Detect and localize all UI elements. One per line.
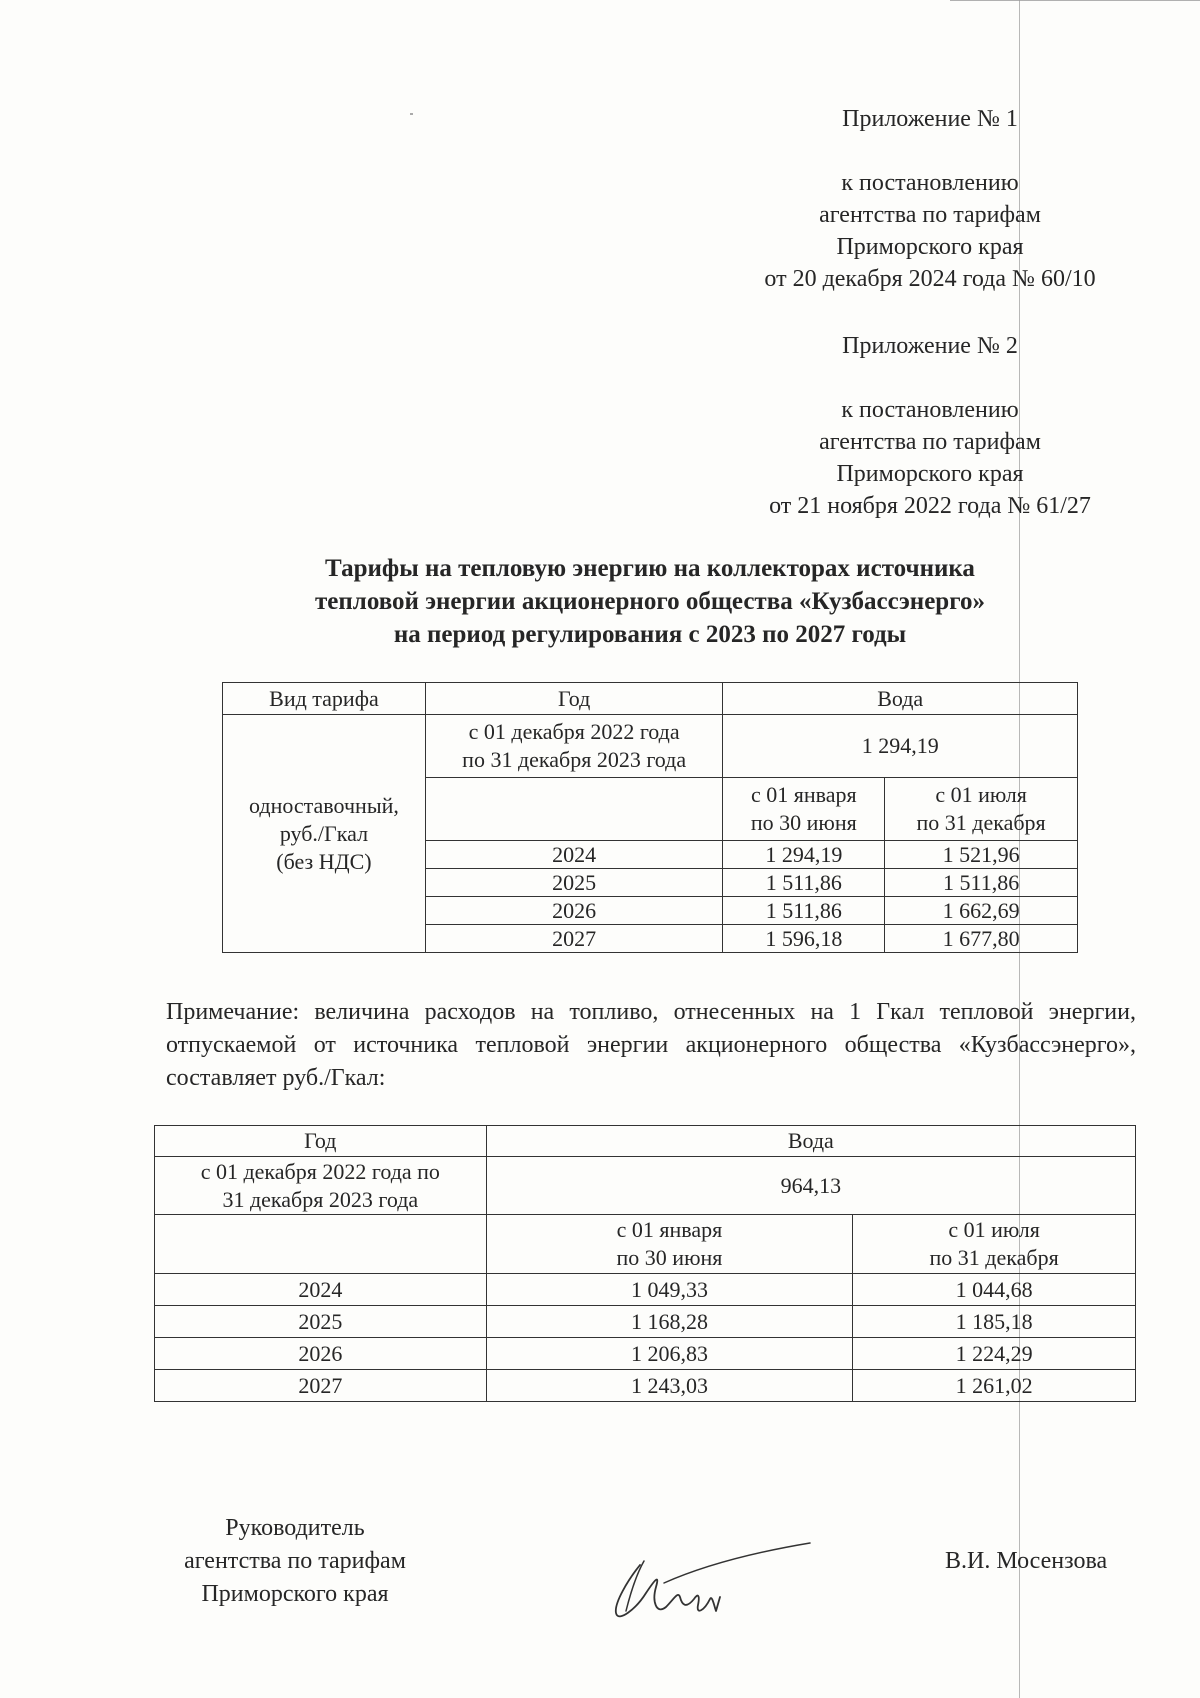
- title-line: на период регулирования с 2023 по 2027 годы: [393, 621, 907, 648]
- scan-artifact-top: [950, 0, 1200, 1]
- approval-line: агентства по тарифам: [819, 202, 1041, 228]
- value-cell: 1 294,19: [723, 841, 885, 869]
- header-cell: Год: [155, 1126, 487, 1157]
- period-cell: [155, 1157, 487, 1215]
- signer-role-line: агентства по тарифам: [184, 1548, 406, 1574]
- value-cell: 1 168,28: [486, 1306, 853, 1338]
- value-cell: 1 511,86: [723, 897, 885, 925]
- signer-role-line: Приморского края: [201, 1581, 389, 1607]
- signer-role-block: [160, 1512, 430, 1611]
- tariff-type-line: руб./Гкал: [279, 820, 369, 846]
- approval-line: к постановлению: [841, 397, 1019, 423]
- value-cell: 1 243,03: [486, 1370, 853, 1402]
- year-cell: 2027: [425, 925, 723, 953]
- signer-name: В.И. Мосензова: [945, 1548, 1108, 1574]
- table-header-row: [223, 683, 1078, 715]
- subheader-line: с 01 июля: [935, 782, 1027, 807]
- approval-block-2: [720, 330, 1140, 522]
- period-cell: [425, 715, 723, 778]
- table-row: [155, 1157, 1136, 1215]
- year-cell: 2026: [155, 1338, 487, 1370]
- period-line: с 01 декабря 2022 года: [468, 719, 680, 744]
- title-line: тепловой энергии акционерного общества «Кузбассэнерго»: [315, 588, 985, 615]
- tariff-table: [222, 682, 1078, 953]
- table-row: [155, 1306, 1136, 1338]
- signer-role-line: Руководитель: [225, 1515, 365, 1541]
- subheader-cell: [486, 1215, 853, 1274]
- year-cell: 2026: [425, 897, 723, 925]
- appendix-title: Приложение № 1: [842, 106, 1018, 132]
- header-cell: Год: [425, 683, 723, 715]
- value-cell: 1 521,96: [885, 841, 1078, 869]
- subheader-cell: [853, 1215, 1136, 1274]
- value-cell: 1 511,86: [723, 869, 885, 897]
- subheader-line: с 01 января: [616, 1217, 723, 1242]
- approval-line: агентства по тарифам: [819, 429, 1041, 455]
- subheader-line: с 01 января: [751, 782, 857, 807]
- empty-cell: [155, 1215, 487, 1274]
- approval-line: от 21 ноября 2022 года № 61/27: [769, 493, 1091, 519]
- approval-line: от 20 декабря 2024 года № 60/10: [764, 266, 1096, 292]
- value-cell: 1 206,83: [486, 1338, 853, 1370]
- header-cell: Вода: [723, 683, 1078, 715]
- tariff-type-cell: [223, 715, 426, 953]
- approval-line: Приморского края: [836, 461, 1024, 487]
- table-row: [155, 1274, 1136, 1306]
- value-cell: 1 185,18: [853, 1306, 1136, 1338]
- header-cell: Вид тарифа: [223, 683, 426, 715]
- value-cell: 1 049,33: [486, 1274, 853, 1306]
- tariff-type-line: (без НДС): [276, 848, 372, 874]
- scan-speck: [410, 113, 413, 115]
- period-line: с 01 декабря 2022 года по: [200, 1158, 440, 1184]
- table-subheader-row: [155, 1215, 1136, 1274]
- table-row: [155, 1370, 1136, 1402]
- period-line: по 31 декабря 2023 года: [462, 747, 687, 772]
- table-row: [155, 1338, 1136, 1370]
- subheader-line: по 30 июня: [750, 810, 857, 835]
- period-line: 31 декабря 2023 года: [222, 1186, 419, 1212]
- value-cell: 1 044,68: [853, 1274, 1136, 1306]
- tariff-type-line: одноставочный,: [249, 792, 399, 818]
- value-cell: 1 662,69: [885, 897, 1078, 925]
- subheader-line: с 01 июля: [948, 1217, 1040, 1242]
- year-cell: 2025: [425, 869, 723, 897]
- empty-cell: [425, 778, 723, 841]
- value-cell: 1 261,02: [853, 1370, 1136, 1402]
- value-cell: 1 294,19: [723, 715, 1078, 778]
- year-cell: 2025: [155, 1306, 487, 1338]
- note-paragraph: Примечание: величина расходов на топливо, отнесенных на 1 Гкал тепловой энергии, отпускаемой от источника тепловой энергии акционерного общества «Кузбассэнерго», составляет руб./Гкал:: [166, 999, 1136, 1091]
- document-title: [200, 552, 1100, 651]
- subheader-line: по 30 июня: [616, 1245, 723, 1270]
- subheader-cell: [723, 778, 885, 841]
- table-row: [223, 715, 1078, 778]
- year-cell: 2024: [425, 841, 723, 869]
- subheader-line: по 31 декабря: [916, 810, 1046, 835]
- year-cell: 2024: [155, 1274, 487, 1306]
- approval-line: к постановлению: [841, 170, 1019, 196]
- value-cell: 1 511,86: [885, 869, 1078, 897]
- subheader-cell: [885, 778, 1078, 841]
- header-cell: Вода: [486, 1126, 1135, 1157]
- approval-block-1: [720, 103, 1140, 295]
- year-cell: 2027: [155, 1370, 487, 1402]
- value-cell: 1 224,29: [853, 1338, 1136, 1370]
- appendix-title: Приложение № 2: [842, 333, 1018, 359]
- title-line: Тарифы на тепловую энергию на коллекторах источника: [325, 555, 975, 582]
- table-header-row: [155, 1126, 1136, 1157]
- subheader-line: по 31 декабря: [929, 1245, 1059, 1270]
- value-cell: 1 596,18: [723, 925, 885, 953]
- fuel-cost-table: [154, 1125, 1136, 1402]
- approval-line: Приморского края: [836, 234, 1024, 260]
- handwritten-signature: [600, 1535, 820, 1635]
- value-cell: 1 677,80: [885, 925, 1078, 953]
- value-cell: 964,13: [486, 1157, 1135, 1215]
